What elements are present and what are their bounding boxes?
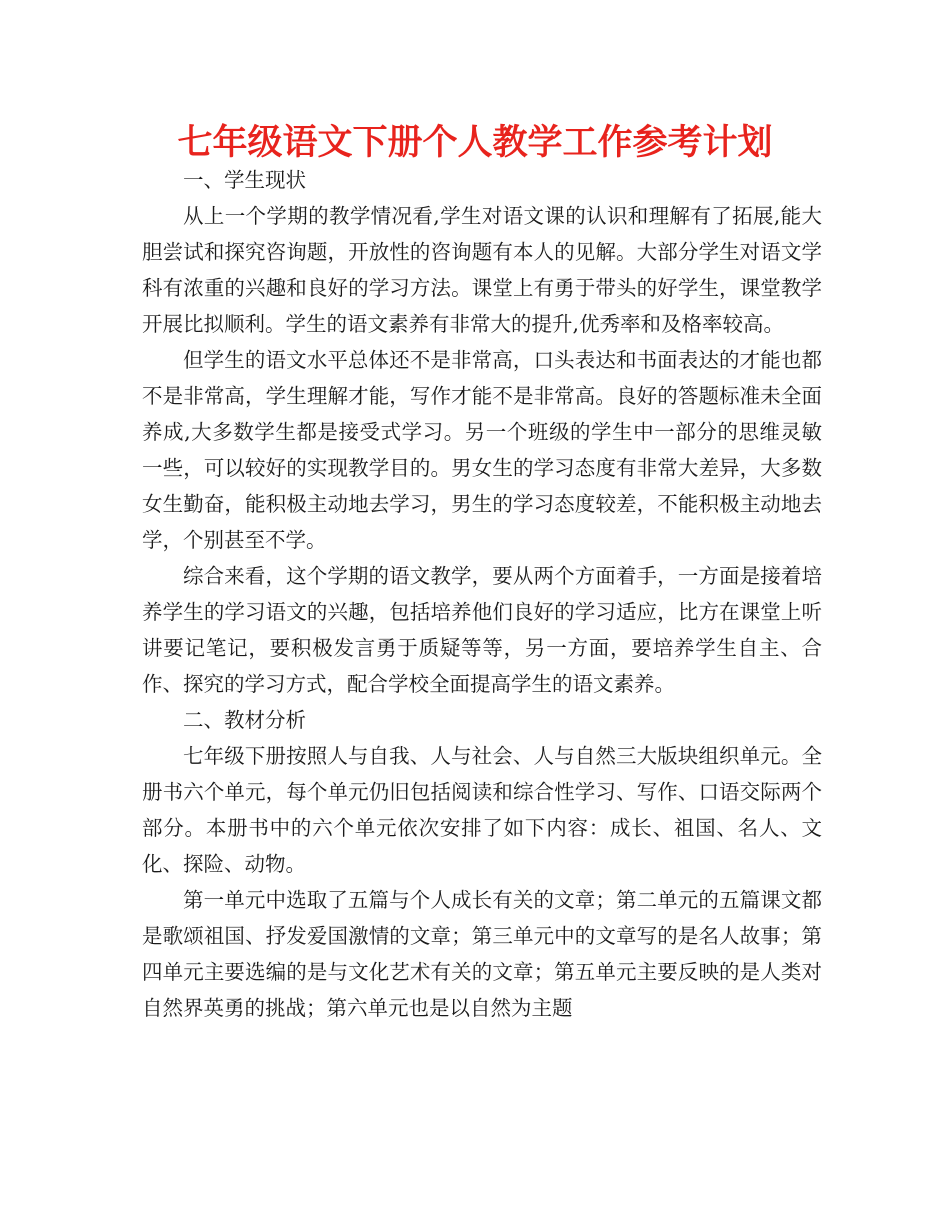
body-paragraph: 七年级下册按照人与自我、人与社会、人与自然三大版块组织单元。全册书六个单元，每个单元仍旧包括阅读和综合性学习、写作、口语交际两个部分。本册书中的六个单元依次安排了如下内容：成长、祖国、名人、文化、探险、动物。 [142,744,822,876]
body-paragraph: 从上一个学期的教学情况看,学生对语文课的认识和理解有了拓展,能大胆尝试和探究咨询题，开放性的咨询题有本人的见解。大部分学生对语文学科有浓重的兴趣和良好的学习方法。课堂上有勇于带头的好学生，课堂教学开展比拟顺利。学生的语文素养有非常大的提升,优秀率和及格率较高。 [142,204,822,336]
body-paragraph: 第一单元中选取了五篇与个人成长有关的文章；第二单元的五篇课文都是歌颂祖国、抒发爱国激情的文章；第三单元中的文章写的是名人故事；第四单元主要选编的是与文化艺术有关的文章；第五单元主要反映的是人类对自然界英勇的挑战；第六单元也是以自然为主题 [142,888,822,1020]
section-heading-textbook-analysis: 二、教材分析 [183,708,306,732]
document-title: 七年级语文下册个人教学工作参考计划 [177,123,773,163]
body-paragraph: 但学生的语文水平总体还不是非常高，口头表达和书面表达的才能也都不是非常高，学生理解才能，写作才能不是非常高。良好的答题标准未全面养成,大多数学生都是接受式学习。另一个班级的学生中一部分的思维灵敏一些，可以较好的实现教学目的。男女生的学习态度有非常大差异，大多数女生勤奋，能积极主动地去学习，男生的学习态度较差，不能积极主动地去学，个别甚至不学。 [142,348,822,552]
section-heading-student-status: 一、学生现状 [183,168,306,192]
body-paragraph: 综合来看，这个学期的语文教学，要从两个方面着手，一方面是接着培养学生的学习语文的兴趣，包括培养他们良好的学习适应，比方在课堂上听讲要记笔记，要积极发言勇于质疑等等，另一方面，要培养学生自主、合作、探究的学习方式，配合学校全面提高学生的语文素养。 [142,564,822,696]
document-body [142,162,822,1026]
